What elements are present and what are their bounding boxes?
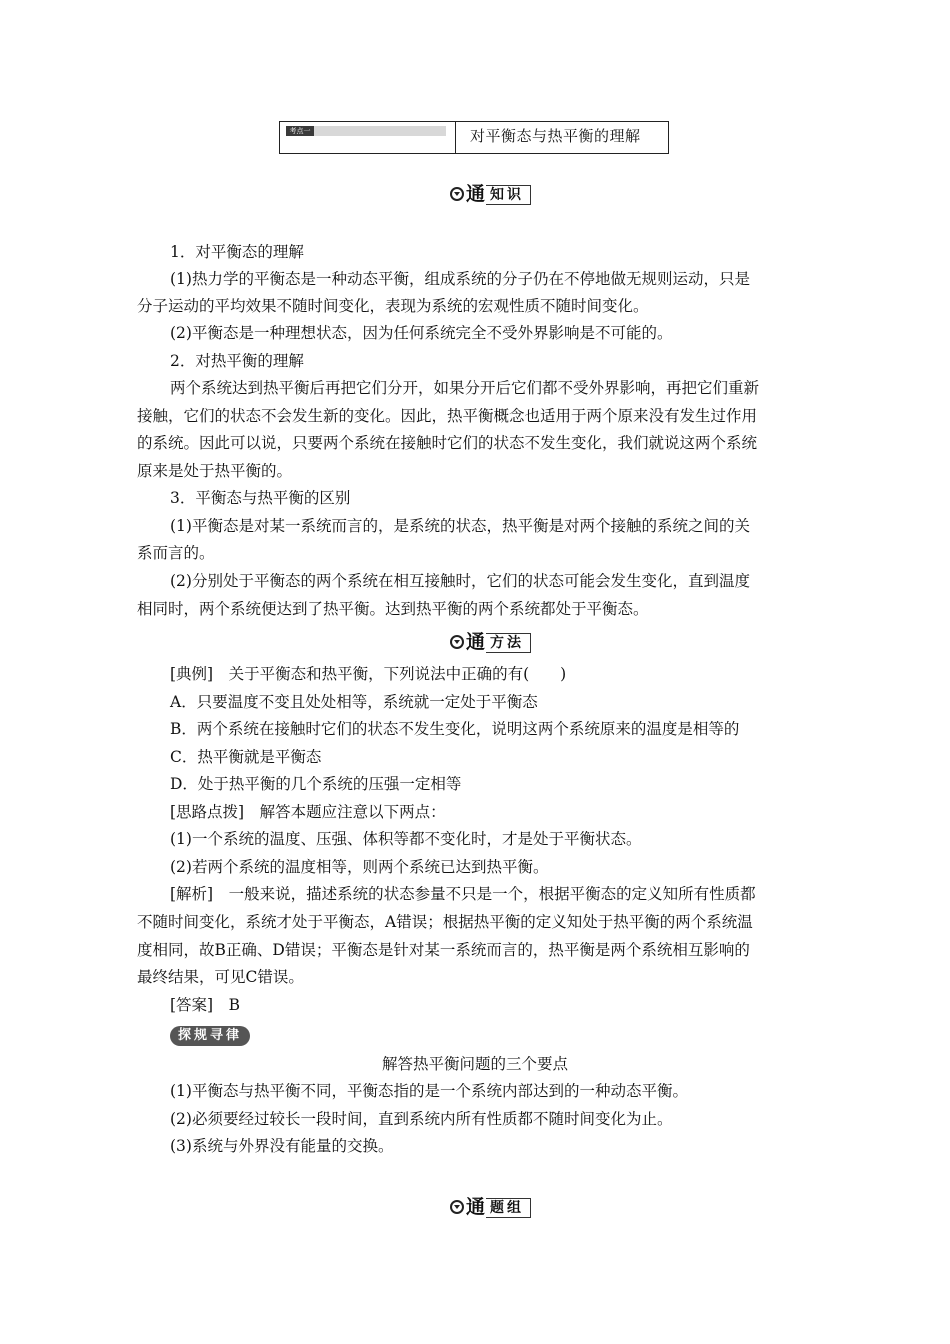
- knowledge-line: 2．对热平衡的理解: [170, 352, 304, 370]
- method-line: C．热平衡就是平衡态: [170, 748, 322, 766]
- topic-tag-bar: [286, 126, 446, 136]
- method-line: [思路点拨] 解答本题应注意以下两点：: [170, 803, 446, 821]
- knowledge-line: 3．平衡态与热平衡的区别: [170, 489, 351, 507]
- knowledge-line: (1)平衡态是对某一系统而言的，是系统的状态，热平衡是对两个接触的系统之间的关: [170, 517, 750, 535]
- badge-main-text: 通: [466, 183, 486, 205]
- knowledge-line: 相同时，两个系统便达到了热平衡。达到热平衡的两个系统都处于平衡态。: [137, 600, 649, 618]
- answer-line: [答案] B: [170, 996, 240, 1014]
- badge-sub-text: 方法: [486, 633, 531, 653]
- topic-header: [279, 121, 669, 154]
- method-line: 不随时间变化，系统才处于平衡态，A错误；根据热平衡的定义知处于热平衡的两个系统温: [137, 913, 753, 931]
- method-line: B．两个系统在接触时它们的状态不发生变化，说明这两个系统原来的温度是相等的: [170, 720, 740, 738]
- arrow-down-icon: [450, 1200, 464, 1214]
- rules-title: 解答热平衡问题的三个要点: [381, 1055, 568, 1073]
- rule-item: (3)系统与外界没有能量的交换。: [170, 1137, 394, 1155]
- topic-title: 对平衡态与热平衡的理解: [470, 127, 641, 145]
- method-line: D．处于热平衡的几个系统的压强一定相等: [170, 775, 462, 793]
- method-line: 最终结果，可见C错误。: [137, 968, 304, 986]
- method-line: [典例] 关于平衡态和热平衡，下列说法中正确的有( ): [170, 665, 567, 683]
- method-line: [解析] 一般来说，描述系统的状态参量不只是一个，根据平衡态的定义知所有性质都: [170, 885, 756, 903]
- badge-sub-text: 题组: [486, 1198, 531, 1218]
- knowledge-line: 1．对平衡态的理解: [170, 243, 304, 261]
- knowledge-line: 接触，它们的状态不会发生新的变化。因此，热平衡概念也适用于两个原来没有发生过作用: [137, 407, 758, 425]
- rule-item: (2)必须要经过较长一段时间，直到系统内所有性质都不随时间变化为止。: [170, 1110, 673, 1128]
- rule-item: (1)平衡态与热平衡不同，平衡态指的是一个系统内部达到的一种动态平衡。: [170, 1082, 688, 1100]
- badge-main-text: 通: [466, 631, 486, 653]
- knowledge-line: 的系统。因此可以说，只要两个系统在接触时它们的状态不发生变化，我们就说这两个系统: [137, 434, 758, 452]
- method-badge: [450, 631, 531, 653]
- exercise-badge: [450, 1196, 531, 1218]
- badge-main-text: 通: [466, 1196, 486, 1218]
- method-line: (2)若两个系统的温度相等，则两个系统已达到热平衡。: [170, 858, 549, 876]
- arrow-down-icon: [450, 635, 464, 649]
- topic-tag-cell: [280, 122, 456, 153]
- knowledge-line: 系而言的。: [137, 544, 215, 562]
- method-line: A．只要温度不变且处处相等，系统就一定处于平衡态: [170, 693, 538, 711]
- method-line: (1)一个系统的温度、压强、体积等都不变化时，才是处于平衡状态。: [170, 830, 642, 848]
- rule-badge: 探规寻律: [170, 1026, 250, 1046]
- knowledge-line: (2)平衡态是一种理想状态，因为任何系统完全不受外界影响是不可能的。: [170, 324, 673, 342]
- topic-tag-label: 考点一: [286, 126, 314, 136]
- knowledge-line: 分子运动的平均效果不随时间变化，表现为系统的宏观性质不随时间变化。: [137, 297, 649, 315]
- arrow-down-icon: [450, 187, 464, 201]
- knowledge-line: 原来是处于热平衡的。: [137, 462, 293, 480]
- knowledge-line: 两个系统达到热平衡后再把它们分开，如果分开后它们都不受外界影响，再把它们重新: [170, 379, 760, 397]
- knowledge-line: (1)热力学的平衡态是一种动态平衡，组成系统的分子仍在不停地做无规则运动，只是: [170, 270, 750, 288]
- method-line: 度相同，故B正确、D错误；平衡态是针对某一系统而言的，热平衡是两个系统相互影响的: [137, 941, 750, 959]
- knowledge-line: (2)分别处于平衡态的两个系统在相互接触时，它们的状态可能会发生变化，直到温度: [170, 572, 750, 590]
- badge-sub-text: 知识: [486, 185, 531, 205]
- knowledge-badge: [450, 183, 531, 205]
